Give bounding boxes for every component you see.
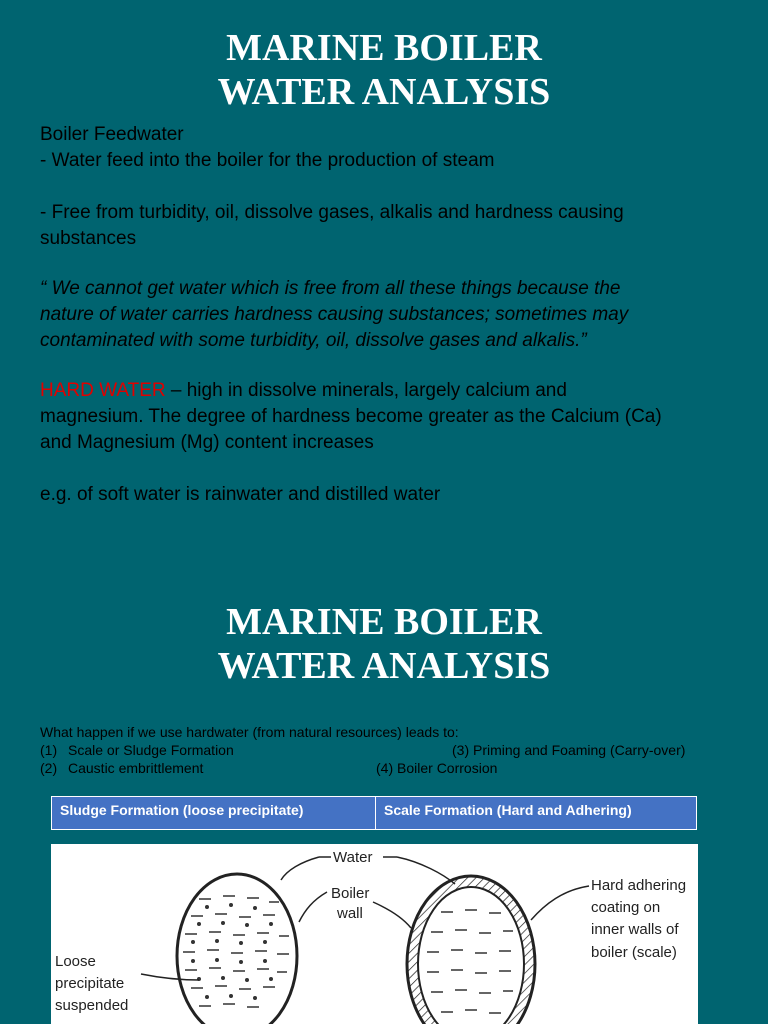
effect-4-text: Boiler Corrosion <box>397 760 498 776</box>
feedwater-heading: Boiler Feedwater <box>40 124 184 145</box>
hard-water-line-1 <box>40 378 567 404</box>
effect-1-text: Scale or Sludge Formation <box>68 742 234 758</box>
effect-4 <box>376 759 497 777</box>
label-boiler: Boiler <box>331 885 370 902</box>
quote-line-2: nature of water carries hardness causing substances; sometimes may <box>40 304 629 325</box>
scale-boiler-inner <box>418 887 524 1024</box>
hard-water-term: HARD WATER <box>40 380 166 401</box>
comparison-table-header <box>51 796 697 830</box>
label-water: Water <box>333 849 373 866</box>
sludge-boiler-shell <box>177 874 297 1024</box>
effects-intro: What happen if we use hardwater (from natural resources) leads to: <box>40 724 459 740</box>
header-sludge-formation: Sludge Formation (loose precipitate) <box>52 797 376 829</box>
label-hard-1: Hard adhering <box>591 877 687 894</box>
boiler-diagram-svg <box>51 844 698 1024</box>
hard-water-line-3: and Magnesium (Mg) content increases <box>40 432 374 453</box>
effect-2-text: Caustic embrittlement <box>68 760 204 776</box>
feedwater-point-2-line-2: substances <box>40 228 137 249</box>
effect-3-text: Priming and Foaming (Carry-over) <box>473 742 686 758</box>
slide-title-line2: WATER ANALYSIS <box>217 71 551 113</box>
label-loose-2: precipitate <box>55 975 125 992</box>
effect-3 <box>452 741 685 759</box>
slide2-title-line1: MARINE BOILER <box>226 601 542 643</box>
feedwater-point-2-line-1: - Free from turbidity, oil, dissolve gases, alkalis and hardness causing <box>40 202 624 223</box>
label-hard-4: boiler (scale) <box>591 944 677 961</box>
label-loose-3: suspended <box>55 997 129 1014</box>
slide2-title-line2: WATER ANALYSIS <box>217 645 551 687</box>
quote-line-1: “ We cannot get water which is free from all these things because the <box>40 278 621 299</box>
label-wall: wall <box>337 905 363 922</box>
hard-water-definition: – high in dissolve minerals, largely calcium and <box>165 380 567 401</box>
quote-line-3: contaminated with some turbidity, oil, dissolve gases and alkalis.” <box>40 330 587 351</box>
label-hard-2: coating on <box>591 899 661 916</box>
effect-4-num: (4) <box>376 760 394 776</box>
hard-water-line-2: magnesium. The degree of hardness become greater as the Calcium (Ca) <box>40 406 662 427</box>
label-loose-1: Loose <box>55 953 96 970</box>
effect-2-num: (2) <box>40 760 58 776</box>
effect-1-num: (1) <box>40 742 58 758</box>
feedwater-point-1: - Water feed into the boiler for the production of steam <box>40 150 495 171</box>
slide-title-line1: MARINE BOILER <box>226 27 542 69</box>
header-scale-formation: Scale Formation (Hard and Adhering) <box>384 802 632 818</box>
soft-water-example: e.g. of soft water is rainwater and distilled water <box>40 484 441 505</box>
label-hard-3: inner walls of <box>591 921 679 938</box>
boiler-diagram <box>51 844 698 1024</box>
effect-3-num: (3) <box>452 742 470 758</box>
